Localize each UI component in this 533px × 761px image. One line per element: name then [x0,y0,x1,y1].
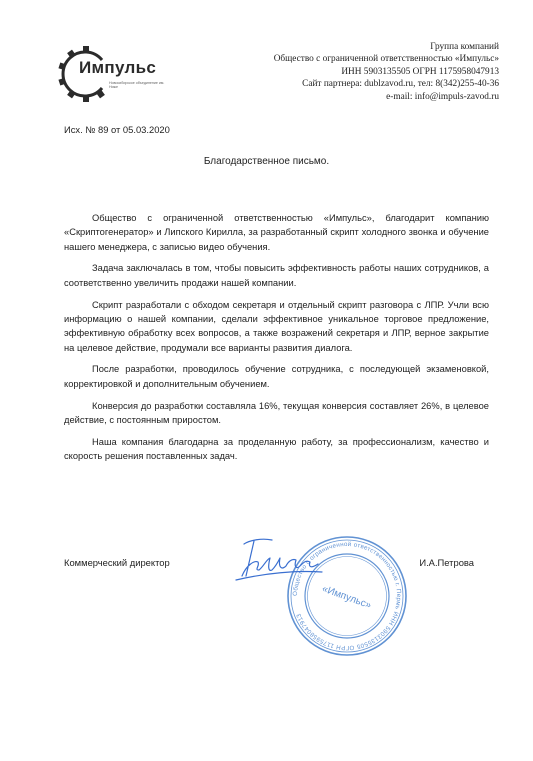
company-legal-name: Общество с ограниченной ответственностью «Импульс» [273,54,499,65]
stamp-center-text: «Импульс» [320,583,373,612]
stamp-ring-text: Общество с ограниченной ответственностью г. Пермь ИНН 5903135505 ОГРН 1175958047913 [291,540,403,652]
signature [232,536,330,584]
letter-body [64,211,489,471]
paragraph: Скрипт разработали с обходом секретаря и отдельный скрипт разговора с ЛПР. Учли всю информацию о нашей компании, сделали эффективное уникальное торговое предложение, эффективную обработку всех вопросов, а также возражений секретаря и ЛПР, верное закрытие на целевое действие, продумали все варианты развития диалога. [64,299,489,353]
outgoing-reference: Исх. № 89 от 05.03.2020 [64,124,170,135]
signer-title: Коммерческий директор [64,557,170,568]
paragraph: Наша компания благодарна за проделанную работу, за профессионализм, качество и скорость решения поставленных задач. [64,436,489,462]
company-site-phone: Сайт партнера: dublzavod.ru, тел: 8(342)255-40-36 [302,79,499,90]
logo-subtitle: Новосибирское объединение им. Ниже [109,81,165,90]
paragraph: После разработки, проводилось обучение сотрудника, с последующей экзаменовкой, корректировкой и дополнительным обучением. [64,364,489,389]
company-details [274,41,499,103]
paragraph: Общество с ограниченной ответственностью «Импульс», благодарит компанию «Скриптогенератор» и Липского Кирилла, за разработанный скрипт холодного звонка и обучение нашего менеджера, с записью видео обучения. [64,213,489,252]
company-inn-ogrn: ИНН 5903135505 ОГРН 1175958047913 [341,66,499,77]
paragraph: Задача заключалась в том, чтобы повысить эффективность работы наших сотрудников, а соответственно увеличить продажи нашей компании. [64,263,489,288]
logo-name: Импульс [79,58,157,77]
company-logo [56,44,196,104]
letter-title: Благодарственное письмо. [203,156,330,167]
paragraph: Конверсия до разработки составляла 16%, текущая конверсия составляет 26%, в целевое действие, с постоянным приростом. [64,400,489,425]
company-email: e-mail: info@impuls-zavod.ru [386,91,499,102]
company-group: Группа компаний [430,42,499,52]
signer-name: И.А.Петрова [419,557,474,568]
